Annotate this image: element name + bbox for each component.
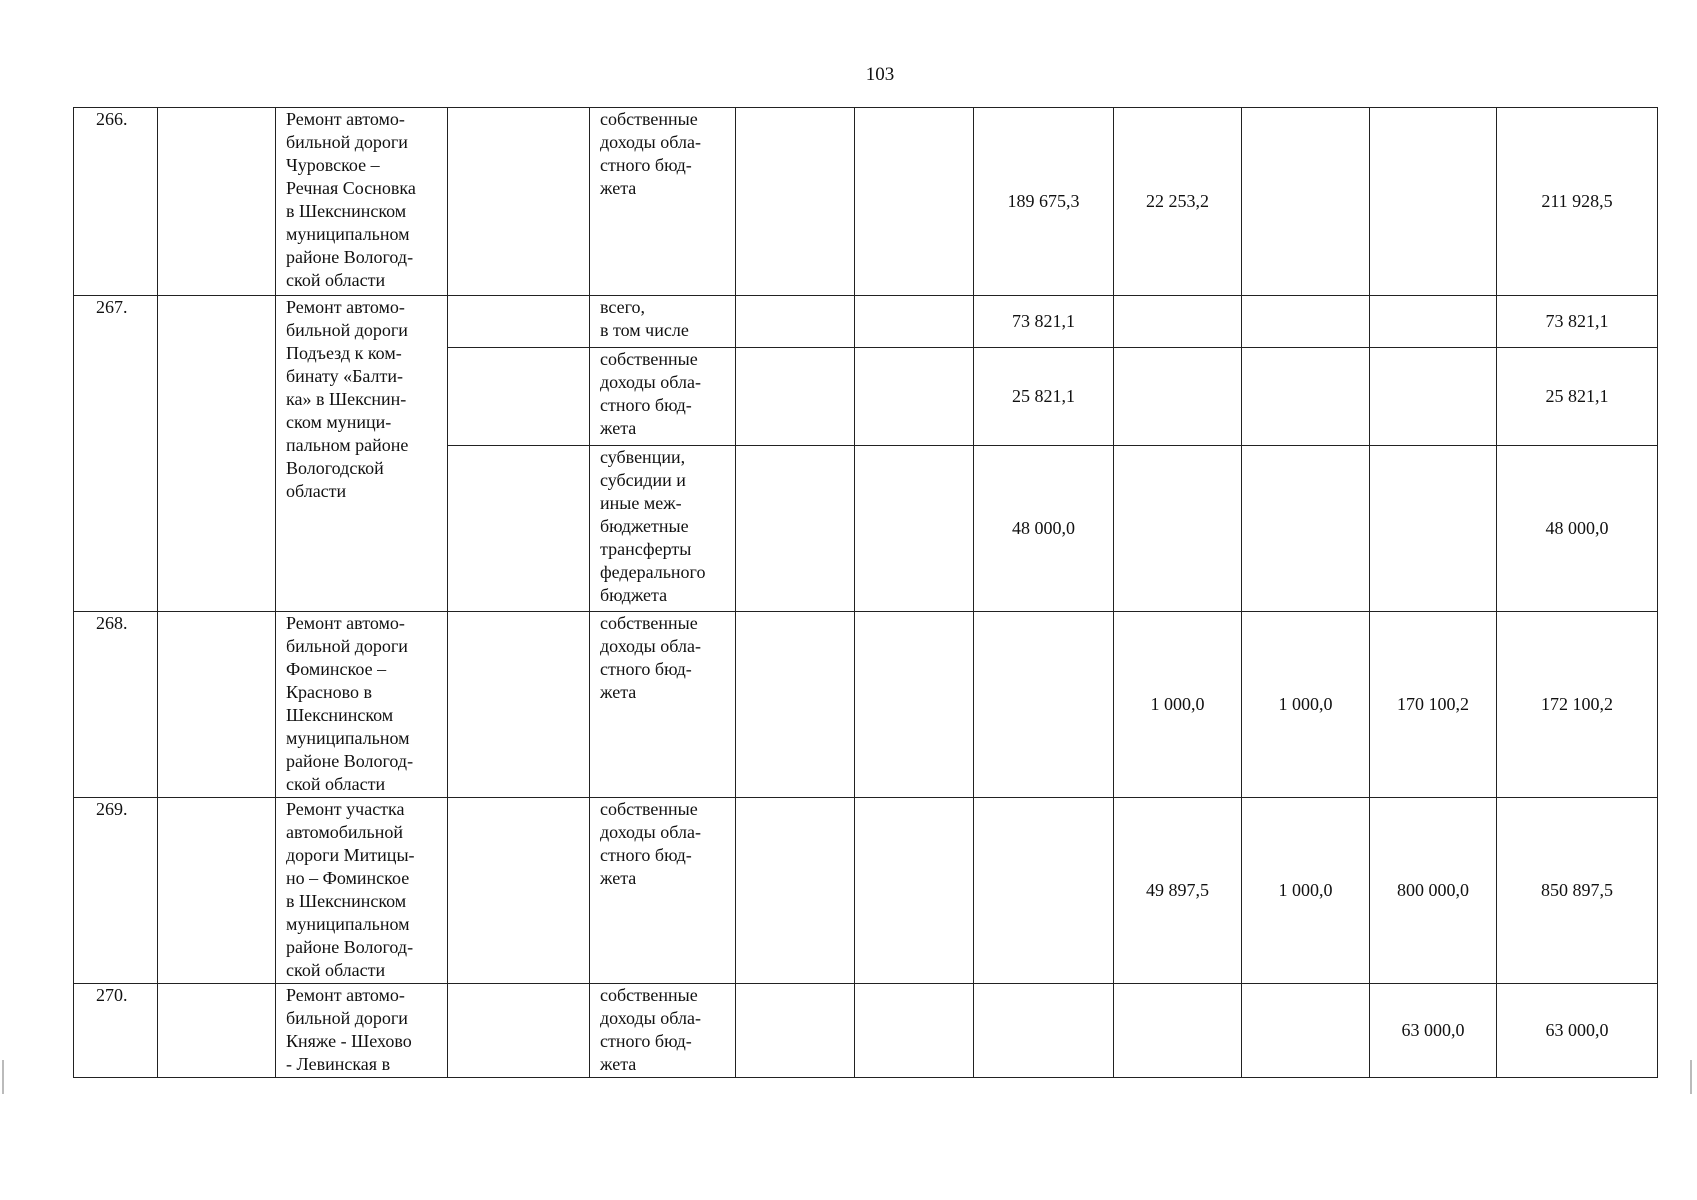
value-cell — [974, 798, 1114, 984]
funding-source: собственные доходы обла- стного бюд- жета — [590, 348, 736, 446]
value-cell — [1242, 446, 1370, 612]
value-cell — [1114, 348, 1242, 446]
row-number: 268. — [74, 612, 158, 798]
empty-cell — [736, 612, 855, 798]
table-row — [74, 296, 1658, 348]
empty-cell — [855, 446, 974, 612]
object-name: Ремонт автомо- бильной дороги Фоминское – Красново в Шекснинском муниципальном районе Вологод- ской области — [276, 612, 448, 798]
value-cell: 63 000,0 — [1370, 984, 1497, 1078]
scan-edge-mark — [2, 1060, 4, 1094]
value-cell — [1114, 984, 1242, 1078]
table-row — [74, 612, 1658, 798]
value-cell: 22 253,2 — [1114, 108, 1242, 296]
empty-cell — [448, 612, 590, 798]
empty-cell — [448, 296, 590, 348]
value-cell — [1242, 984, 1370, 1078]
empty-cell — [736, 348, 855, 446]
value-cell: 1 000,0 — [1114, 612, 1242, 798]
value-cell — [1114, 296, 1242, 348]
empty-cell — [736, 446, 855, 612]
empty-cell — [736, 296, 855, 348]
object-name: Ремонт автомо- бильной дороги Княже - Шехово - Левинская в — [276, 984, 448, 1078]
row-number: 270. — [74, 984, 158, 1078]
total-cell: 73 821,1 — [1497, 296, 1658, 348]
value-cell: 1 000,0 — [1242, 798, 1370, 984]
empty-cell — [855, 612, 974, 798]
object-name: Ремонт автомо- бильной дороги Подъезд к ком- бинату «Балти- ка» в Шекснин- ском муници- пальном районе Вологодской области — [276, 296, 448, 612]
empty-cell — [158, 108, 276, 296]
empty-cell — [448, 984, 590, 1078]
empty-cell — [158, 798, 276, 984]
empty-cell — [448, 108, 590, 296]
value-cell: 25 821,1 — [974, 348, 1114, 446]
empty-cell — [855, 348, 974, 446]
total-cell: 211 928,5 — [1497, 108, 1658, 296]
scan-edge-mark — [1690, 1060, 1692, 1094]
value-cell: 48 000,0 — [974, 446, 1114, 612]
funding-source: всего, в том числе — [590, 296, 736, 348]
value-cell — [1242, 348, 1370, 446]
empty-cell — [855, 798, 974, 984]
total-cell: 48 000,0 — [1497, 446, 1658, 612]
empty-cell — [158, 612, 276, 798]
row-number: 267. — [74, 296, 158, 612]
object-name: Ремонт автомо- бильной дороги Чуровское – Речная Сосновка в Шекснинском муниципальном районе Вологод- ской области — [276, 108, 448, 296]
value-cell — [974, 984, 1114, 1078]
value-cell: 189 675,3 — [974, 108, 1114, 296]
table-row — [74, 108, 1658, 296]
value-cell: 800 000,0 — [1370, 798, 1497, 984]
total-cell: 63 000,0 — [1497, 984, 1658, 1078]
table-row — [74, 798, 1658, 984]
value-cell: 170 100,2 — [1370, 612, 1497, 798]
table-row — [74, 984, 1658, 1078]
value-cell: 1 000,0 — [1242, 612, 1370, 798]
value-cell — [1370, 108, 1497, 296]
value-cell — [1242, 296, 1370, 348]
empty-cell — [448, 798, 590, 984]
value-cell — [1370, 446, 1497, 612]
budget-table — [73, 107, 1658, 1078]
empty-cell — [855, 984, 974, 1078]
empty-cell — [158, 984, 276, 1078]
value-cell — [1114, 446, 1242, 612]
funding-source: собственные доходы обла- стного бюд- жета — [590, 984, 736, 1078]
value-cell: 49 897,5 — [1114, 798, 1242, 984]
empty-cell — [448, 446, 590, 612]
empty-cell — [736, 984, 855, 1078]
object-name: Ремонт участка автомобильной дороги Митицы- но – Фоминское в Шекснинском муниципальном районе Вологод- ской области — [276, 798, 448, 984]
empty-cell — [855, 108, 974, 296]
empty-cell — [736, 108, 855, 296]
funding-source: собственные доходы обла- стного бюд- жета — [590, 108, 736, 296]
empty-cell — [448, 348, 590, 446]
empty-cell — [158, 296, 276, 612]
value-cell — [1370, 348, 1497, 446]
total-cell: 850 897,5 — [1497, 798, 1658, 984]
funding-source: субвенции, субсидии и иные меж- бюджетные трансферты федерального бюджета — [590, 446, 736, 612]
total-cell: 25 821,1 — [1497, 348, 1658, 446]
empty-cell — [736, 798, 855, 984]
funding-source: собственные доходы обла- стного бюд- жета — [590, 798, 736, 984]
funding-source: собственные доходы обла- стного бюд- жета — [590, 612, 736, 798]
total-cell: 172 100,2 — [1497, 612, 1658, 798]
row-number: 266. — [74, 108, 158, 296]
value-cell: 73 821,1 — [974, 296, 1114, 348]
row-number: 269. — [74, 798, 158, 984]
value-cell — [974, 612, 1114, 798]
value-cell — [1242, 108, 1370, 296]
page-number: 103 — [865, 64, 895, 85]
value-cell — [1370, 296, 1497, 348]
empty-cell — [855, 296, 974, 348]
